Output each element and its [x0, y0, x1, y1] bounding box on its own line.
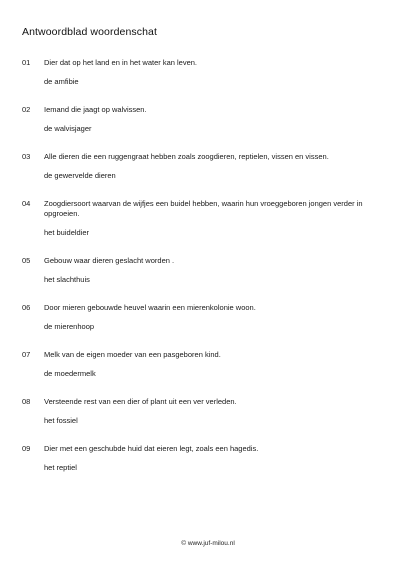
- copyright-footer: © www.juf-milou.nl: [181, 540, 235, 547]
- entry-03: [0, 152, 416, 181]
- entry-number: 02: [22, 105, 31, 114]
- entry-08: [0, 397, 416, 426]
- entry-question: Gebouw waar dieren geslacht worden .: [44, 256, 175, 265]
- entry-answer: de gewervelde dieren: [44, 171, 116, 180]
- entry-09: [0, 444, 416, 473]
- entry-answer: het slachthuis: [44, 275, 90, 284]
- entry-answer: het fossiel: [44, 416, 78, 425]
- entry-answer: de walvisjager: [44, 124, 92, 133]
- entry-question: Melk van de eigen moeder van een pasgeboren kind.: [44, 350, 221, 359]
- entry-number: 05: [22, 256, 31, 265]
- entry-number: 06: [22, 303, 31, 312]
- entry-answer: de amfibie: [44, 77, 79, 86]
- entry-question: Dier met een geschubde huid dat eieren legt, zoals een hagedis.: [44, 444, 259, 453]
- entry-question: Versteende rest van een dier of plant uit een ver verleden.: [44, 397, 237, 406]
- entry-07: [0, 350, 416, 379]
- entry-number: 07: [22, 350, 31, 359]
- entry-question: Dier dat op het land en in het water kan leven.: [44, 58, 198, 67]
- entry-number: 08: [22, 397, 31, 406]
- entry-05: [0, 256, 416, 285]
- entry-answer: de moedermelk: [44, 369, 96, 378]
- entry-question: Iemand die jaagt op walvissen.: [44, 105, 147, 114]
- entry-question: Zoogdiersoort waarvan de wijfjes een buidel hebben, waarin hun vroeggeboren jongen verder in opgroeien.: [44, 199, 363, 218]
- entry-answer: het buideldier: [44, 228, 90, 237]
- page-title: Antwoordblad woordenschat: [22, 26, 158, 38]
- entry-02: [0, 105, 416, 134]
- entry-question: Alle dieren die een ruggengraat hebben zoals zoogdieren, reptielen, vissen en vissen.: [44, 152, 329, 161]
- entry-answer: het reptiel: [44, 463, 77, 472]
- entry-number: 09: [22, 444, 31, 453]
- entry-answer: de mierenhoop: [44, 322, 95, 331]
- entry-question: Door mieren gebouwde heuvel waarin een mierenkolonie woon.: [44, 303, 256, 312]
- entry-number: 03: [22, 152, 31, 161]
- entry-01: [0, 58, 416, 87]
- entry-04: [0, 199, 416, 238]
- entry-number: 04: [22, 199, 31, 208]
- entry-06: [0, 303, 416, 332]
- entry-number: 01: [22, 58, 31, 67]
- entry-list: [0, 58, 416, 491]
